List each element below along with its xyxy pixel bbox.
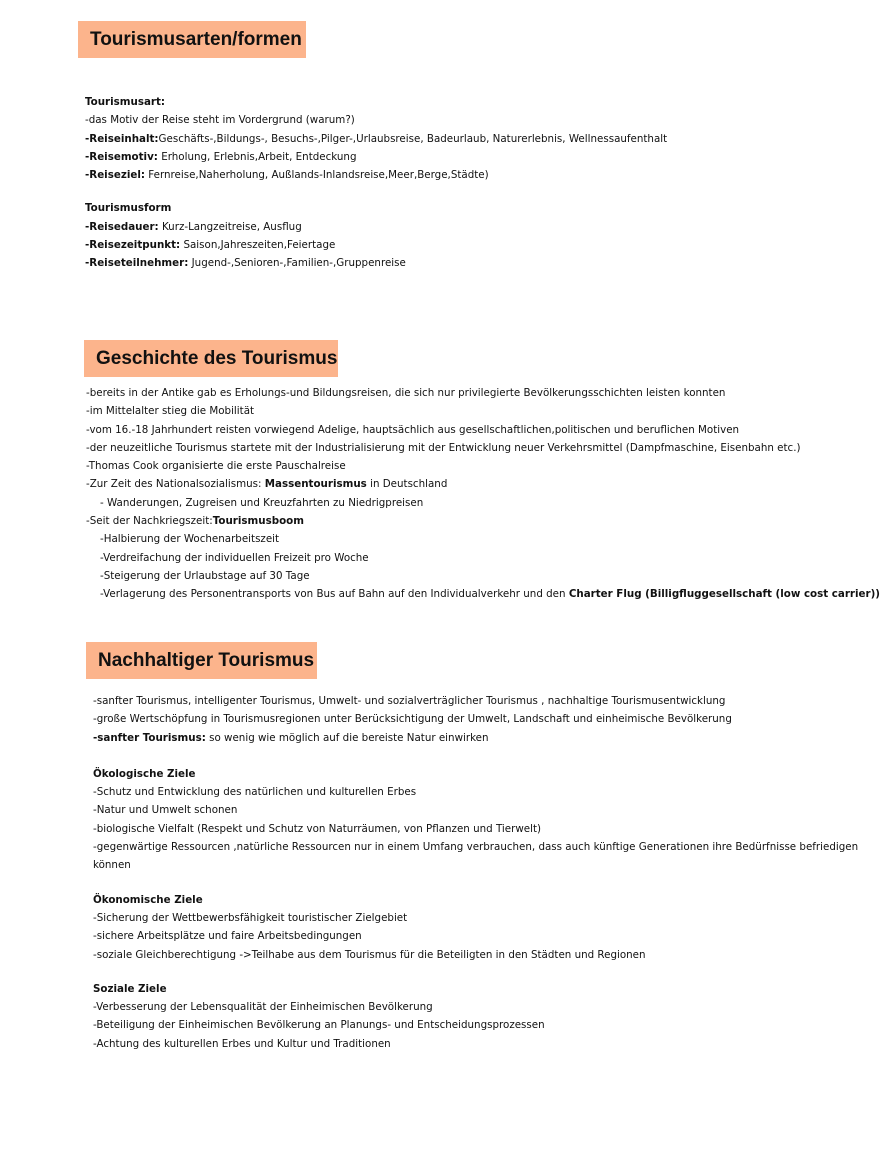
text-line: -bereits in der Antike gab es Erholungs-und Bildungsreisen, die sich nur privilegierte Bevölkerungsschichten leisten konnten (86, 387, 726, 399)
section-heading-nachhaltig: Nachhaltiger Tourismus (86, 642, 317, 679)
text-line (86, 475, 880, 493)
text-line: -Schutz und Entwicklung des natürlichen und kulturellen Erbes (93, 786, 417, 799)
label-reiseziel: -Reiseziel: (85, 169, 145, 182)
text-reisemotiv: Erholung, Erlebnis,Arbeit, Entdeckung (157, 150, 357, 163)
text-line: -Verdreifachung der individuellen Freizeit pro Woche (100, 551, 369, 564)
text-line (85, 148, 667, 166)
section-tourismusarten-body (85, 93, 667, 273)
text-line: -im Mittelalter stieg die Mobilität (86, 405, 255, 418)
text-line: -das Motiv der Reise steht im Vordergrund (warum?) (85, 114, 355, 127)
text-massentourismus: Massentourismus (264, 478, 367, 491)
text-line: -sanfter Tourismus, intelligenter Tourismus, Umwelt- und sozialverträglicher Tourismus , nachhaltige Tourismusentwicklung (93, 695, 726, 707)
text-reiseinhalt: Geschäfts-,Bildungs-, Besuchs-,Pilger-,Urlaubsreise, Badeurlaub, Naturerlebnis, Wellnessaufenthalt (158, 132, 668, 145)
text-line: -biologische Vielfalt (Respekt und Schutz von Naturräumen, von Pflanzen und Tierwelt) (93, 822, 542, 835)
text-line (93, 729, 858, 747)
text-part: in Deutschland (366, 478, 448, 491)
text-line (85, 130, 667, 148)
label-reiseinhalt: -Reiseinhalt: (85, 132, 159, 145)
text-reisedauer: Kurz-Langzeitreise, Ausflug (158, 220, 302, 233)
text-line: -Thomas Cook organisierte die erste Pauschalreise (86, 460, 346, 473)
text-line: -soziale Gleichberechtigung ->Teilhabe aus dem Tourismus für die Beteiligten in den Städten und Regionen (93, 948, 646, 961)
text-reiseziel: Fernreise,Naherholung, Außlands-Inlandsreise,Meer,Berge,Städte) (144, 169, 489, 182)
text-line: -Sicherung der Wettbewerbsfähigkeit touristischer Zielgebiet (93, 911, 408, 924)
text-charter-flug: Charter Flug (Billigfluggesellschaft (low cost carrier)) (568, 588, 880, 601)
label-reisemotiv: -Reisemotiv: (85, 150, 158, 163)
label-sanfter-tourismus: -sanfter Tourismus: (93, 731, 206, 744)
text-line: -Achtung des kulturellen Erbes und Kultur und Traditionen (93, 1037, 391, 1050)
text-part: -Seit der Nachkriegszeit: (86, 515, 213, 528)
section-heading-geschichte: Geschichte des Tourismus (84, 340, 338, 377)
text-line: -Verbesserung der Lebensqualität der Einheimischen Bevölkerung (93, 1001, 433, 1014)
label-reiseteilnehmer: -Reiseteilnehmer: (85, 257, 189, 270)
text-line (85, 236, 667, 254)
label-reisezeitpunkt: -Reisezeitpunkt: (85, 239, 181, 252)
text-part: so wenig wie möglich auf die bereiste Natur einwirken (205, 731, 489, 744)
text-line: können (93, 859, 131, 872)
subheading-oekologische-ziele: Ökologische Ziele (93, 767, 196, 780)
text-line (86, 585, 880, 603)
spacer (85, 184, 667, 199)
text-tourismusboom: Tourismusboom (212, 515, 304, 528)
text-line: -große Wertschöpfung in Tourismusregionen unter Berücksichtigung der Umwelt, Landschaft und einheimische Bevölkerung (93, 713, 732, 726)
text-line (85, 166, 667, 184)
text-reiseteilnehmer: Jugend-,Senioren-,Familien-,Gruppenreise (188, 257, 406, 270)
text-line (85, 254, 667, 272)
text-reisezeitpunkt: Saison,Jahreszeiten,Feiertage (180, 239, 336, 252)
text-line: -vom 16.-18 Jahrhundert reisten vorwiegend Adelige, hauptsächlich aus gesellschaftlichen,politischen und beruflichen Motiven (86, 423, 740, 436)
text-line: -gegenwärtige Ressourcen ,natürliche Ressourcen nur in einem Umfang verbrauchen, dass auch künftige Generationen ihre Bedürfnisse befriedigen (93, 841, 859, 854)
subheading-tourismusform: Tourismusform (85, 202, 172, 215)
text-line: -Natur und Umwelt schonen (93, 804, 238, 817)
text-line: -Beteiligung der Einheimischen Bevölkerung an Planungs- und Entscheidungsprozessen (93, 1019, 545, 1032)
text-line (85, 218, 667, 236)
spacer (93, 875, 858, 891)
section-nachhaltig-body (93, 692, 858, 1053)
subheading-oekonomische-ziele: Ökonomische Ziele (93, 893, 203, 906)
text-part: -Verlagerung des Personentransports von Bus auf Bahn auf den Individualverkehr und den (100, 588, 569, 601)
section-heading-tourismusarten: Tourismusarten/formen (78, 21, 306, 58)
subheading-tourismusart: Tourismusart: (85, 96, 166, 108)
section-geschichte-body (86, 384, 880, 604)
text-line: -sichere Arbeitsplätze und faire Arbeitsbedingungen (93, 930, 362, 943)
text-line: -Halbierung der Wochenarbeitszeit (100, 533, 280, 546)
spacer (93, 964, 858, 980)
subheading-soziale-ziele: Soziale Ziele (93, 982, 167, 995)
text-line: -der neuzeitliche Tourismus startete mit der Industrialisierung mit der Entwicklung neuer Verkehrsmittel (Dampfmaschine, Eisenbahn etc.) (86, 441, 801, 454)
text-line: -Steigerung der Urlaubstage auf 30 Tage (100, 569, 310, 582)
spacer (93, 747, 858, 765)
label-reisedauer: -Reisedauer: (85, 220, 159, 233)
text-line: - Wanderungen, Zugreisen und Kreuzfahrten zu Niedrigpreisen (100, 496, 424, 509)
text-line (86, 512, 880, 530)
text-part: -Zur Zeit des Nationalsozialismus: (86, 478, 265, 491)
